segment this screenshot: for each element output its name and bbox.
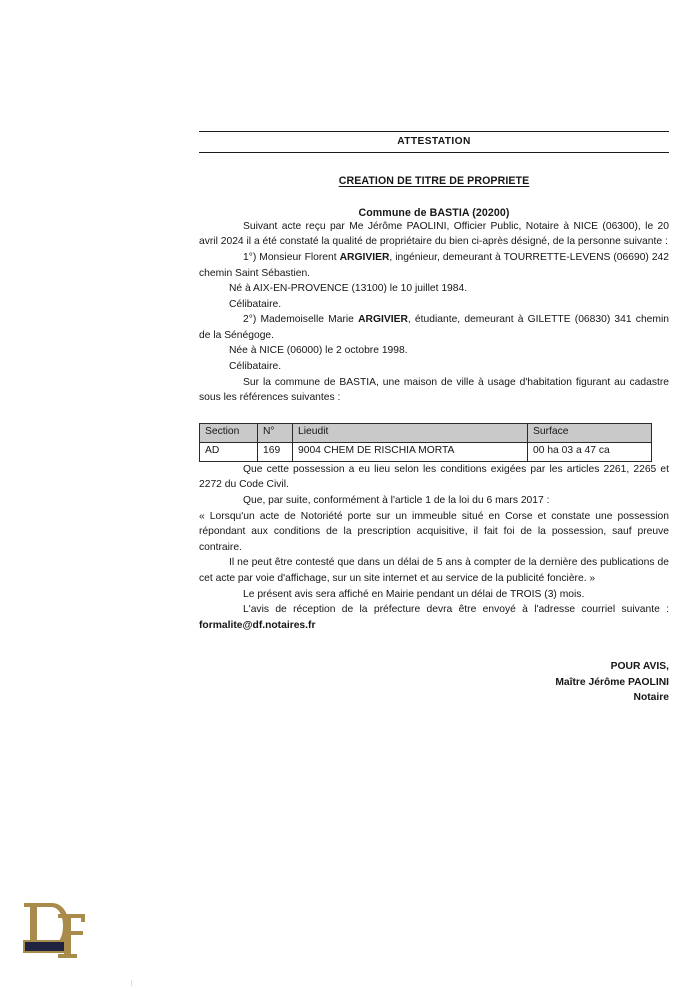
party-1-identity — [199, 250, 669, 281]
party-1-birth: Né à AIX-EN-PROVENCE (13100) le 10 juillet 1984. — [229, 283, 468, 295]
possession-paragraph: Que cette possession a eu lieu selon les conditions exigées par les articles 2261, 2265 et 2272 du Code Civil. — [199, 463, 669, 491]
prefecture-email: formalite@df.notaires.fr — [199, 619, 316, 631]
table-header-row — [200, 423, 652, 442]
prefecture-notice-paragraph — [199, 602, 669, 633]
column-header-surface: Surface — [528, 423, 652, 442]
preamble-paragraph: Suivant acte reçu par Me Jérôme PAOLINI, Officier Public, Notaire à NICE (06300), le 20 avril 2024 il a été constaté la qualité de propriétaire du bien ci-après désigné, de la personne suivante : — [199, 220, 669, 248]
df-logo-graphic — [22, 898, 98, 960]
party-1-lead: 1°) Monsieur Florent — [243, 251, 340, 263]
mairie-notice-paragraph: Le présent avis sera affiché en Mairie pendant un délai de TROIS (3) mois. — [243, 588, 585, 600]
cell-numero: 169 — [258, 442, 293, 461]
header-rule-bottom — [199, 152, 669, 153]
signature-pour-avis: POUR AVIS, — [610, 661, 669, 673]
commune-heading: Commune de BASTIA (20200) — [358, 206, 510, 219]
page-title: ATTESTATION — [397, 136, 471, 147]
df-logo — [22, 898, 98, 960]
party-1-status: Célibataire. — [229, 298, 282, 310]
party-2-birth: Née à NICE (06000) le 2 octobre 1998. — [229, 345, 408, 357]
law-intro-paragraph: Que, par suite, conformément à l'article 1 de la loi du 6 mars 2017 : — [243, 495, 550, 507]
party-2-identity — [199, 312, 669, 343]
party-2-rest: , étudiante, demeurant à GILETTE (06830) 341 chemin de la Sénégoge. — [199, 314, 669, 341]
party-1-surname: ARGIVIER — [339, 251, 390, 263]
column-header-section: Section — [200, 423, 258, 442]
table-row — [200, 442, 652, 461]
document-subtitle: CREATION DE TITRE DE PROPRIETE — [338, 174, 530, 187]
law-quote-first: « Lorsqu'un acte de Notoriété porte sur un immeuble situé en Corse et constate une possession répondant aux conditions de la prescription acquisitive, il fait foi de la possession, sauf preuve contraire. — [199, 510, 669, 553]
party-2-status: Célibataire. — [229, 361, 282, 373]
column-header-numero: N° — [258, 423, 293, 442]
prefecture-notice-lead: L'avis de réception de la préfecture devra être envoyé à l'adresse courriel suivante : — [243, 604, 669, 616]
party-2-surname: ARGIVIER — [358, 314, 408, 326]
law-quote-second: Il ne peut être contesté que dans un délai de 5 ans à compter de la dernière des publications de cet acte par voie d'affichage, sur un site internet et au service de la publicité foncière. » — [199, 557, 669, 584]
cell-surface: 00 ha 03 a 47 ca — [528, 442, 652, 461]
party-2-lead: 2°) Mademoiselle Marie — [243, 314, 359, 326]
column-header-lieudit: Lieudit — [293, 423, 528, 442]
cell-section: AD — [200, 442, 258, 461]
cadastre-table — [199, 423, 652, 462]
party-1-rest: , ingénieur, demeurant à TOURRETTE-LEVENS (06690) 242 chemin Saint Sébastien. — [199, 251, 669, 279]
cadastre-table-wrap — [199, 423, 669, 462]
property-intro-paragraph: Sur la commune de BASTIA, une maison de ville à usage d'habitation figurant au cadastre sous les références suivantes : — [199, 376, 669, 404]
footer-mark — [131, 980, 132, 986]
document-content — [199, 131, 669, 706]
cell-lieudit: 9004 CHEM DE RISCHIA MORTA — [293, 442, 528, 461]
signature-notary-title: Notaire — [633, 692, 669, 704]
signature-notary-name: Maître Jérôme PAOLINI — [555, 676, 669, 688]
logo-navy-bar — [23, 940, 66, 953]
signature-block — [199, 659, 669, 705]
